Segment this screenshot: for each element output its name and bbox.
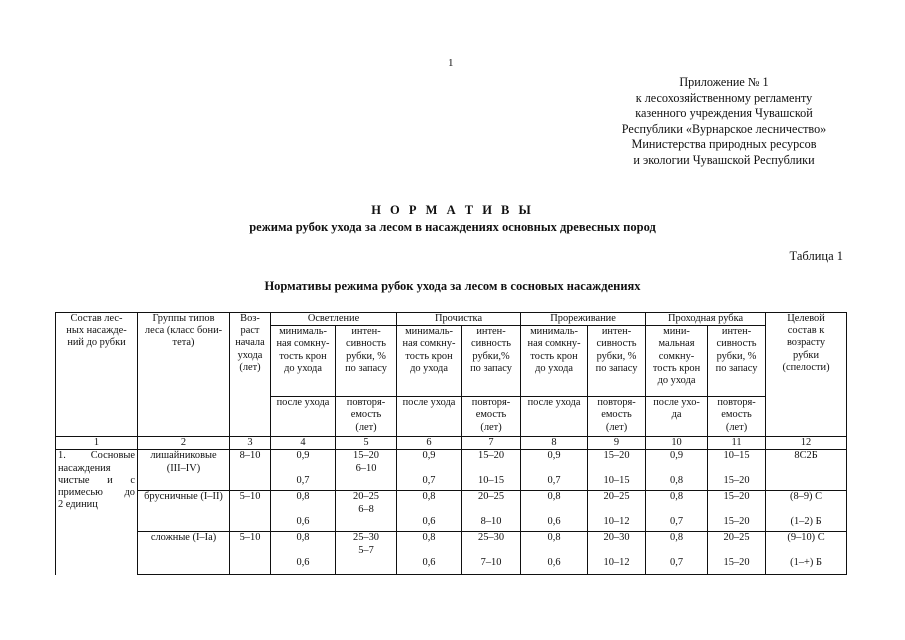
table-row: [56, 532, 847, 575]
column-number: 3: [230, 437, 271, 450]
subheader-repeat: повторя- емость (лет): [708, 397, 766, 437]
subheader-repeat: повторя- емость (лет): [462, 397, 521, 437]
value-cell: 15–20 10–15: [462, 450, 521, 491]
value-cell: 0,8 0,7: [646, 532, 708, 575]
composition-cell: 1. Сосновые насаждения чистые и с примесью до 2 единиц: [56, 450, 138, 575]
subheader-min-density: мини- мальная сомкну- тость крон до ухода: [646, 326, 708, 397]
value-cell: 0,8 0,6: [521, 491, 588, 532]
norms-table: [55, 312, 847, 575]
column-number: 8: [521, 437, 588, 450]
subheader-intensity: интен- сивность рубки, % по запасу: [336, 326, 397, 397]
forest-type-cell: лишайниковые (III–IV): [138, 450, 230, 491]
column-number: 2: [138, 437, 230, 450]
column-number: 12: [766, 437, 847, 450]
appendix-line: Министерства природных ресурсов: [631, 137, 817, 151]
subheader-min-density: минималь- ная сомкну- тость крон до ухода: [397, 326, 462, 397]
header-start-age: Воз- раст начала ухода (лет): [230, 313, 271, 437]
start-age-cell: 8–10: [230, 450, 271, 491]
column-number: 9: [588, 437, 646, 450]
subheader-min-density: минималь- ная сомкну- тость крон до ухода: [521, 326, 588, 397]
target-composition-cell: (9–10) С (1–+) Б: [766, 532, 847, 575]
subheader-after-care: после ухода: [397, 397, 462, 437]
document-title: Н О Р М А Т И В Ы: [371, 203, 534, 217]
value-cell: 20–25 8–10: [462, 491, 521, 532]
table-row: [56, 450, 847, 491]
column-number: 11: [708, 437, 766, 450]
table-label: Таблица 1: [789, 249, 843, 263]
header-target-composition: Целевой состав к возрасту рубки (спелости): [766, 313, 847, 437]
forest-type-cell: брусничные (I–II): [138, 491, 230, 532]
document-subtitle: режима рубок ухода за лесом в насаждениях основных древесных пород: [249, 220, 656, 234]
value-cell: 0,9 0,8: [646, 450, 708, 491]
header-composition: Состав лес- ных насажде- ний до рубки: [56, 313, 138, 437]
column-number: 7: [462, 437, 521, 450]
value-cell: 0,8 0,6: [397, 491, 462, 532]
header-forest-type: Группы типов леса (класс бони- тета): [138, 313, 230, 437]
value-cell: 0,8 0,7: [646, 491, 708, 532]
table-title: Нормативы режима рубок ухода за лесом в сосновых насаждениях: [264, 279, 641, 293]
header-group-prohodnaya: Проходная рубка: [646, 313, 766, 326]
value-cell: 0,8 0,6: [271, 491, 336, 532]
subheader-after-care: после ухода: [521, 397, 588, 437]
value-cell: 0,9 0,7: [397, 450, 462, 491]
subheader-repeat: повторя- емость (лет): [588, 397, 646, 437]
value-cell: 20–30 10–12: [588, 532, 646, 575]
subheader-intensity: интен- сивность рубки, % по запасу: [588, 326, 646, 397]
start-age-cell: 5–10: [230, 532, 271, 575]
value-cell: 25–30 7–10: [462, 532, 521, 575]
table-row: [56, 491, 847, 532]
start-age-cell: 5–10: [230, 491, 271, 532]
subheader-repeat: повторя- емость (лет): [336, 397, 397, 437]
value-cell: 20–25 10–12: [588, 491, 646, 532]
subheader-min-density: минималь- ная сомкну- тость крон до ухода: [271, 326, 336, 397]
column-number: 4: [271, 437, 336, 450]
appendix-line: и экологии Чувашской Республики: [633, 152, 815, 167]
subheader-intensity: интен- сивность рубки, % по запасу: [708, 326, 766, 397]
header-group-osvetlenie: Осветление: [271, 313, 397, 326]
value-cell: 15–20 6–10: [336, 450, 397, 491]
appendix-line: к лесохозяйственному регламенту: [635, 90, 813, 105]
value-cell: 0,8 0,6: [397, 532, 462, 575]
column-number: 6: [397, 437, 462, 450]
subheader-after-care: после ухо- да: [646, 397, 708, 437]
subheader-intensity: интен- сивность рубки,% по запасу: [462, 326, 521, 397]
target-composition-cell: 8С2Б: [766, 450, 847, 491]
header-group-prochistka: Прочистка: [397, 313, 521, 326]
page-number: 1: [448, 57, 454, 69]
forest-type-cell: сложные (I–Iа): [138, 532, 230, 575]
value-cell: 25–30 5–7: [336, 532, 397, 575]
column-number-row: [56, 437, 847, 450]
subheader-after-care: после ухода: [271, 397, 336, 437]
value-cell: 15–20 15–20: [708, 491, 766, 532]
column-number: 5: [336, 437, 397, 450]
value-cell: 0,8 0,6: [521, 532, 588, 575]
value-cell: 0,9 0,7: [521, 450, 588, 491]
value-cell: 20–25 6–8: [336, 491, 397, 532]
header-group-prorezhivanie: Прореживание: [521, 313, 646, 326]
value-cell: 0,8 0,6: [271, 532, 336, 575]
column-number: 10: [646, 437, 708, 450]
appendix-block: [590, 75, 858, 168]
value-cell: 10–15 15–20: [708, 450, 766, 491]
header-row-groups: [56, 313, 847, 326]
value-cell: 20–25 15–20: [708, 532, 766, 575]
value-cell: 0,9 0,7: [271, 450, 336, 491]
appendix-line: Республики «Вурнарское лесничество»: [621, 121, 827, 136]
appendix-line: Приложение № 1: [679, 75, 769, 89]
value-cell: 15–20 10–15: [588, 450, 646, 491]
target-composition-cell: (8–9) С (1–2) Б: [766, 491, 847, 532]
column-number: 1: [56, 437, 138, 450]
appendix-line: казенного учреждения Чувашской: [635, 106, 813, 120]
